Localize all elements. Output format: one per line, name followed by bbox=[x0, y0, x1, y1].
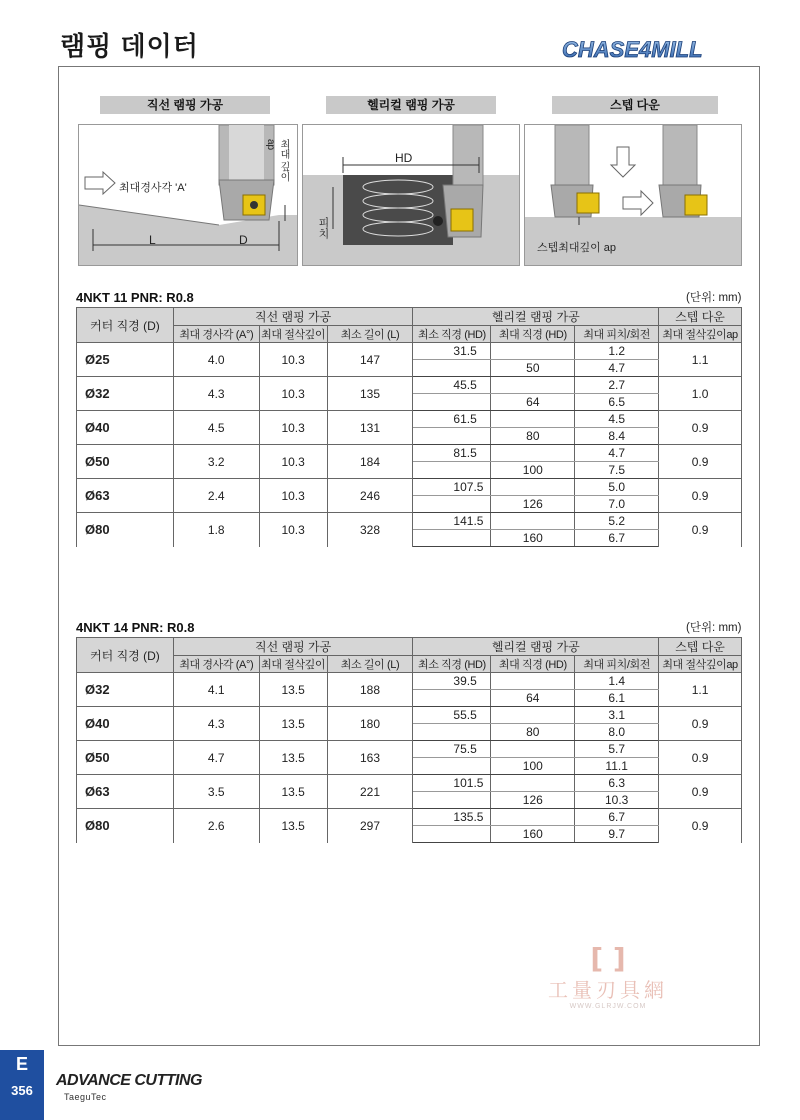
illustration-label-linear: 직선 램핑 가공 bbox=[100, 96, 270, 114]
max-depth: 10.3 bbox=[259, 377, 327, 411]
min-hd-empty bbox=[413, 530, 491, 547]
pitch-min: 5.0 bbox=[575, 479, 659, 496]
page-title: 램핑 데이터 bbox=[60, 31, 199, 61]
max-angle-annotation: 최대경사각 'A' bbox=[119, 182, 187, 194]
svg-text:CHASE4MILL: CHASE4MILL bbox=[562, 37, 703, 62]
max-depth: 13.5 bbox=[259, 741, 327, 775]
pitch-max: 8.4 bbox=[575, 428, 659, 445]
pitch-min: 1.4 bbox=[575, 673, 659, 690]
step-ap: 0.9 bbox=[659, 809, 742, 843]
max-hd-empty bbox=[491, 673, 575, 690]
min-hd-empty bbox=[413, 724, 491, 741]
max-angle: 4.7 bbox=[173, 741, 259, 775]
min-length: 135 bbox=[327, 377, 413, 411]
header-ap: 최대 절삭깊이ap bbox=[659, 656, 742, 673]
min-length: 188 bbox=[327, 673, 413, 707]
hd-label: HD bbox=[395, 151, 413, 165]
pitch-min: 6.7 bbox=[575, 809, 659, 826]
max-hd: 50 bbox=[491, 360, 575, 377]
max-hd-empty bbox=[491, 479, 575, 496]
max-hd-empty bbox=[491, 513, 575, 530]
max-hd: 80 bbox=[491, 428, 575, 445]
header-ap: 최대 절삭깊이ap bbox=[659, 326, 742, 343]
min-length: 163 bbox=[327, 741, 413, 775]
table-row bbox=[77, 445, 742, 462]
page-number: 356 bbox=[11, 1083, 33, 1098]
header-max-hd: 최대 직경 (HD) bbox=[491, 326, 575, 343]
section-tab bbox=[0, 1050, 44, 1120]
max-hd: 100 bbox=[491, 462, 575, 479]
table-row bbox=[77, 707, 742, 724]
max-depth: 13.5 bbox=[259, 809, 327, 843]
step-ap: 0.9 bbox=[659, 513, 742, 547]
header-depth: 최대 절삭깊이 bbox=[259, 656, 327, 673]
header-pitch: 최대 피치/회전 bbox=[575, 326, 659, 343]
header-angle: 최대 경사각 (A°) bbox=[173, 656, 259, 673]
step-ap: 0.9 bbox=[659, 479, 742, 513]
header-depth: 최대 절삭깊이 bbox=[259, 326, 327, 343]
min-hd-empty bbox=[413, 758, 491, 775]
min-hd-empty bbox=[413, 792, 491, 809]
table2-body bbox=[77, 673, 742, 843]
watermark-icon: [ ] bbox=[590, 942, 626, 975]
header-linear: 직선 램핑 가공 bbox=[173, 308, 413, 326]
pitch-min: 3.1 bbox=[575, 707, 659, 724]
table1-title: 4NKT 11 PNR: R0.8 bbox=[76, 290, 194, 305]
max-angle: 4.1 bbox=[173, 673, 259, 707]
header-helical: 헬리컬 램핑 가공 bbox=[413, 638, 659, 656]
pitch-max: 9.7 bbox=[575, 826, 659, 843]
table-row bbox=[77, 479, 742, 496]
max-depth: 10.3 bbox=[259, 343, 327, 377]
max-hd-empty bbox=[491, 445, 575, 462]
pitch-max: 7.5 bbox=[575, 462, 659, 479]
pitch-max: 10.3 bbox=[575, 792, 659, 809]
step-depth-annotation: 스텝최대깊이 ap bbox=[537, 242, 617, 254]
max-depth: 13.5 bbox=[259, 775, 327, 809]
pitch-max: 6.7 bbox=[575, 530, 659, 547]
max-hd-empty bbox=[491, 343, 575, 360]
max-hd-empty bbox=[491, 775, 575, 792]
helical-ramping-illustration bbox=[302, 124, 520, 266]
max-angle: 3.5 bbox=[173, 775, 259, 809]
cutter-diameter: Ø32 bbox=[77, 673, 174, 707]
min-hd: 55.5 bbox=[413, 707, 491, 724]
taegutec-logo: TaeguTec bbox=[64, 1092, 107, 1102]
max-hd: 160 bbox=[491, 530, 575, 547]
min-length: 328 bbox=[327, 513, 413, 547]
min-length: 184 bbox=[327, 445, 413, 479]
max-hd-empty bbox=[491, 411, 575, 428]
pitch-max: 8.0 bbox=[575, 724, 659, 741]
header-step: 스텝 다운 bbox=[659, 308, 742, 326]
cutter-diameter: Ø63 bbox=[77, 775, 174, 809]
max-angle: 1.8 bbox=[173, 513, 259, 547]
max-hd-empty bbox=[491, 377, 575, 394]
step-ap: 1.0 bbox=[659, 377, 742, 411]
max-angle: 4.3 bbox=[173, 377, 259, 411]
advance-cutting-logo: ADVANCE CUTTING bbox=[56, 1072, 202, 1089]
max-hd-empty bbox=[491, 741, 575, 758]
chase4mill-logo bbox=[560, 34, 760, 64]
min-hd: 81.5 bbox=[413, 445, 491, 462]
max-hd: 126 bbox=[491, 792, 575, 809]
max-depth: 10.3 bbox=[259, 513, 327, 547]
min-hd: 101.5 bbox=[413, 775, 491, 792]
min-hd-empty bbox=[413, 462, 491, 479]
pitch-min: 6.3 bbox=[575, 775, 659, 792]
min-hd: 141.5 bbox=[413, 513, 491, 530]
pitch-min: 4.7 bbox=[575, 445, 659, 462]
header-step: 스텝 다운 bbox=[659, 638, 742, 656]
min-hd-empty bbox=[413, 360, 491, 377]
watermark-text: 工量刃具網 bbox=[548, 978, 668, 1002]
pitch-max: 11.1 bbox=[575, 758, 659, 775]
min-length: 246 bbox=[327, 479, 413, 513]
table-row bbox=[77, 775, 742, 792]
header-min-hd: 최소 직경 (HD) bbox=[413, 326, 491, 343]
pitch-min: 2.7 bbox=[575, 377, 659, 394]
step-ap: 1.1 bbox=[659, 343, 742, 377]
pitch-max: 6.1 bbox=[575, 690, 659, 707]
cutter-diameter: Ø32 bbox=[77, 377, 174, 411]
min-hd: 31.5 bbox=[413, 343, 491, 360]
length-L-label: L bbox=[149, 233, 156, 247]
illustration-label-helical: 헬리컬 램핑 가공 bbox=[326, 96, 496, 114]
min-hd-empty bbox=[413, 496, 491, 513]
min-hd: 75.5 bbox=[413, 741, 491, 758]
header-min-len: 최소 길이 (L) bbox=[327, 326, 413, 343]
table-row bbox=[77, 343, 742, 360]
max-hd: 64 bbox=[491, 394, 575, 411]
table-row bbox=[77, 809, 742, 826]
cutter-diameter: Ø80 bbox=[77, 809, 174, 843]
table-row bbox=[77, 377, 742, 394]
min-hd: 61.5 bbox=[413, 411, 491, 428]
pitch-min: 1.2 bbox=[575, 343, 659, 360]
cutter-diameter: Ø80 bbox=[77, 513, 174, 547]
pitch-min: 5.7 bbox=[575, 741, 659, 758]
section-letter: E bbox=[15, 1054, 28, 1074]
step-ap: 1.1 bbox=[659, 673, 742, 707]
max-depth: 13.5 bbox=[259, 673, 327, 707]
min-length: 147 bbox=[327, 343, 413, 377]
header-max-hd: 최대 직경 (HD) bbox=[491, 656, 575, 673]
header-angle: 최대 경사각 (A°) bbox=[173, 326, 259, 343]
header-cutter: 커터 직경 (D) bbox=[77, 638, 174, 673]
cutter-diameter: Ø25 bbox=[77, 343, 174, 377]
header-pitch: 최대 피치/회전 bbox=[575, 656, 659, 673]
step-ap: 0.9 bbox=[659, 411, 742, 445]
header-min-hd: 최소 직경 (HD) bbox=[413, 656, 491, 673]
watermark bbox=[538, 944, 678, 1010]
min-hd-empty bbox=[413, 428, 491, 445]
min-hd: 135.5 bbox=[413, 809, 491, 826]
max-hd: 80 bbox=[491, 724, 575, 741]
min-length: 180 bbox=[327, 707, 413, 741]
max-depth: 10.3 bbox=[259, 445, 327, 479]
max-angle: 2.6 bbox=[173, 809, 259, 843]
max-hd: 64 bbox=[491, 690, 575, 707]
cutter-diameter: Ø50 bbox=[77, 741, 174, 775]
header-helical: 헬리컬 램핑 가공 bbox=[413, 308, 659, 326]
min-hd: 45.5 bbox=[413, 377, 491, 394]
table-row bbox=[77, 513, 742, 530]
step-ap: 0.9 bbox=[659, 741, 742, 775]
watermark-url: WWW.GLRJW.COM bbox=[569, 1003, 647, 1010]
max-depth: 13.5 bbox=[259, 707, 327, 741]
header-cutter: 커터 직경 (D) bbox=[77, 308, 174, 343]
max-angle: 4.3 bbox=[173, 707, 259, 741]
max-angle: 2.4 bbox=[173, 479, 259, 513]
max-hd-empty bbox=[491, 707, 575, 724]
header-linear: 직선 램핑 가공 bbox=[173, 638, 413, 656]
pitch-label: 피치 bbox=[317, 217, 329, 239]
max-hd-empty bbox=[491, 809, 575, 826]
table1-body bbox=[77, 343, 742, 547]
step-ap: 0.9 bbox=[659, 445, 742, 479]
cutter-diameter: Ø50 bbox=[77, 445, 174, 479]
linear-ramping-illustration bbox=[78, 124, 298, 266]
table2-title: 4NKT 14 PNR: R0.8 bbox=[76, 620, 195, 635]
table2-unit: (단위: mm) bbox=[686, 622, 742, 634]
max-angle: 4.0 bbox=[173, 343, 259, 377]
min-hd-empty bbox=[413, 690, 491, 707]
step-ap: 0.9 bbox=[659, 775, 742, 809]
cutter-diameter: Ø63 bbox=[77, 479, 174, 513]
table-row bbox=[77, 673, 742, 690]
min-hd-empty bbox=[413, 394, 491, 411]
min-hd: 39.5 bbox=[413, 673, 491, 690]
step-ap: 0.9 bbox=[659, 707, 742, 741]
max-hd: 160 bbox=[491, 826, 575, 843]
pitch-min: 4.5 bbox=[575, 411, 659, 428]
max-angle: 4.5 bbox=[173, 411, 259, 445]
illustration-label-step: 스텝 다운 bbox=[552, 96, 718, 114]
min-length: 297 bbox=[327, 809, 413, 843]
min-hd-empty bbox=[413, 826, 491, 843]
max-depth: 10.3 bbox=[259, 479, 327, 513]
header-min-len: 최소 길이 (L) bbox=[327, 656, 413, 673]
ramping-table-14 bbox=[76, 637, 742, 843]
max-hd: 126 bbox=[491, 496, 575, 513]
cutter-diameter: Ø40 bbox=[77, 707, 174, 741]
pitch-max: 4.7 bbox=[575, 360, 659, 377]
max-depth-annotation: 최대 깊이 ap bbox=[265, 139, 289, 182]
pitch-max: 7.0 bbox=[575, 496, 659, 513]
table1-unit: (단위: mm) bbox=[686, 292, 742, 304]
diameter-D-label: D bbox=[239, 233, 248, 247]
ramping-table-11 bbox=[76, 307, 742, 547]
min-length: 131 bbox=[327, 411, 413, 445]
pitch-max: 6.5 bbox=[575, 394, 659, 411]
step-down-illustration bbox=[524, 124, 742, 266]
cutter-diameter: Ø40 bbox=[77, 411, 174, 445]
pitch-min: 5.2 bbox=[575, 513, 659, 530]
max-hd: 100 bbox=[491, 758, 575, 775]
table-row bbox=[77, 741, 742, 758]
min-hd: 107.5 bbox=[413, 479, 491, 496]
max-depth: 10.3 bbox=[259, 411, 327, 445]
max-angle: 3.2 bbox=[173, 445, 259, 479]
table-row bbox=[77, 411, 742, 428]
min-length: 221 bbox=[327, 775, 413, 809]
